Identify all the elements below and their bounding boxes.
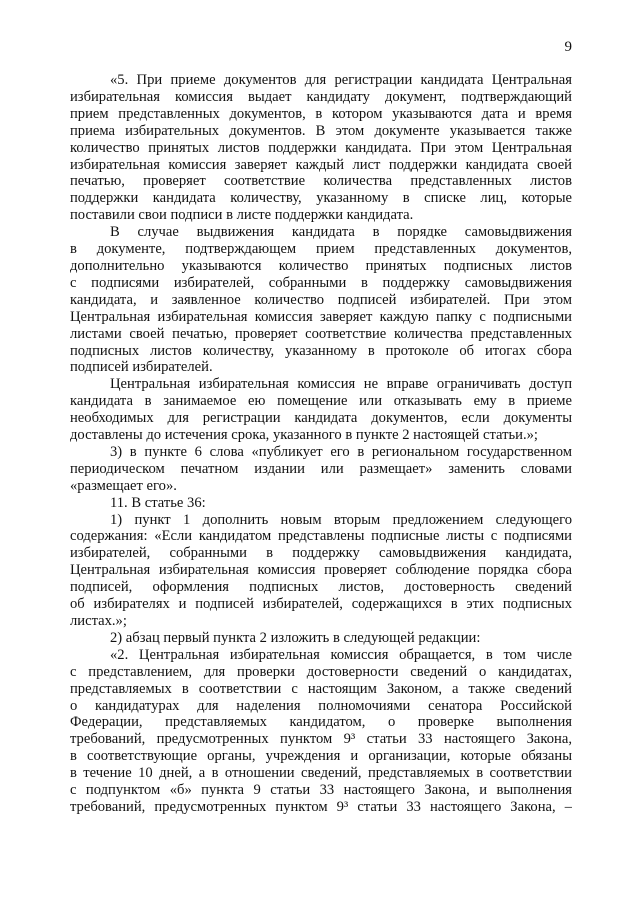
text-line: избирательная комиссия выдает кандидату документ, подтверждающий: [70, 88, 572, 105]
text-line: о кандидатурах для наделения полномочиями сенатора Российской: [70, 697, 572, 714]
text-line: Центральная избирательная комиссия проверяет соблюдение порядка сбора: [70, 562, 572, 579]
paragraph: [70, 376, 572, 444]
paragraph: [70, 444, 572, 495]
text-line: поддержки кандидата количеству, указанному в списке лиц, которые: [70, 190, 572, 207]
text-line: дополнительно указываются количество принятых подписных листов: [70, 257, 572, 274]
text-line: 11. В статье 36:: [110, 494, 206, 511]
text-line: в соответствующие органы, учреждения и организации, которые обязаны: [70, 748, 572, 765]
paragraph: [70, 224, 572, 376]
text-line: «размещает его».: [70, 477, 177, 494]
text-line: количество принятых листов поддержки кандидата. При этом Центральная: [70, 139, 572, 156]
text-line: требований, предусмотренных пунктом 9³ статьи 33 настоящего Закона, –: [70, 798, 572, 815]
text-line: подписных листов количеству, указанному в протоколе об итогах сбора: [70, 342, 572, 359]
text-line: кандидата в занимаемое ею помещение или отказывать ему в приеме: [70, 393, 572, 410]
page-number: 9: [564, 39, 572, 55]
text-line: В случае выдвижения кандидата в порядке самовыдвижения: [110, 224, 572, 241]
paragraph: [70, 630, 572, 647]
text-line: с представлением, для проверки достоверности сведений о кандидатах,: [70, 663, 572, 680]
text-line: подписей, оформления подписных листов, достоверность сведений: [70, 579, 572, 596]
text-line: об избирателях и подписей избирателей, содержащихся в этих подписных: [70, 596, 572, 613]
text-line: прием представленных документов, в котором указываются дата и время: [70, 105, 572, 122]
text-line: Центральная избирательная комиссия не вправе ограничивать доступ: [110, 376, 572, 393]
text-line: доставлены до истечения срока, указанного в пункте 2 настоящей статьи.»;: [70, 427, 538, 444]
text-line: листах.»;: [70, 613, 127, 629]
paragraph: [70, 495, 572, 512]
text-line: Федерации, представляемых кандидатом, о проверке выполнения: [70, 714, 572, 731]
text-line: поставили свои подписи в листе поддержки кандидата.: [70, 207, 414, 224]
text-line: кандидата, и заявленное количество подписей избирателей. При этом: [70, 291, 572, 308]
text-line: в документе, подтверждающем прием представленных документов,: [70, 241, 572, 258]
text-line: «2. Центральная избирательная комиссия обращается, в том числе: [110, 646, 572, 663]
text-line: периодическом печатном издании или размещает» заменить словами: [70, 460, 572, 477]
text-line: «5. При приеме документов для регистрации кандидата Центральная: [110, 72, 572, 88]
text-line: с подписями избирателей, собранными в поддержку самовыдвижения: [70, 274, 572, 291]
text-line: 2) абзац первый пункта 2 изложить в следующей редакции:: [110, 629, 481, 646]
text-line: избирательная комиссия заверяет каждый лист поддержки кандидата своей: [70, 156, 572, 173]
text-line: избирателей, собранными в поддержку самовыдвижения кандидата,: [70, 545, 572, 562]
text-line: печатью, проверяет соответствие количества представленных листов: [70, 173, 572, 190]
text-line: с подпунктом «б» пункта 9 статьи 33 настоящего Закона, и выполнения: [70, 782, 572, 799]
text-line: содержания: «Если кандидатом представлены подписные листы с подписями: [70, 528, 572, 545]
document-body: [70, 72, 572, 816]
paragraph: [70, 72, 572, 224]
text-line: 3) в пункте 6 слова «публикует его в региональном государственном: [110, 443, 572, 460]
text-line: необходимых для регистрации кандидата документов, если документы: [70, 410, 572, 427]
text-line: подписей избирателей.: [70, 359, 213, 376]
paragraph: [70, 647, 572, 816]
text-line: в течение 10 дней, а в отношении сведений, представляемых в соответствии: [70, 765, 572, 782]
text-line: 1) пункт 1 дополнить новым вторым предложением следующего: [110, 511, 572, 528]
text-line: представляемых в соответствии с настоящим Законом, а также сведений: [70, 680, 572, 697]
text-line: приема избирательных документов. В этом документе указывается также: [70, 122, 572, 139]
paragraph: [70, 512, 572, 630]
text-line: требований, предусмотренных пунктом 9³ статьи 33 настоящего Закона,: [70, 731, 572, 748]
text-line: листами своей печатью, проверяет соответствие количества представленных: [70, 325, 572, 342]
text-line: Центральная избирательная комиссия заверяет каждую папку с подписными: [70, 308, 572, 325]
